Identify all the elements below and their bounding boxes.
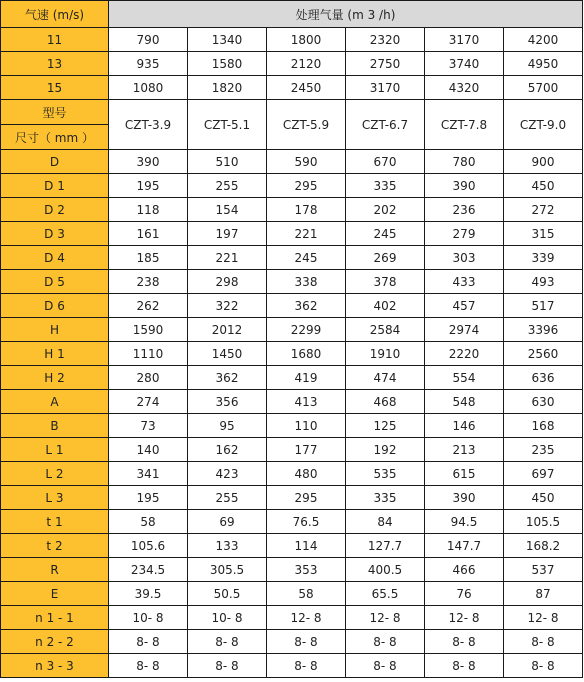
dimension-cell: 177 [267, 438, 346, 462]
dimension-label: D 2 [1, 198, 109, 222]
dimension-cell: 2974 [425, 318, 504, 342]
dimension-cell: 221 [188, 246, 267, 270]
dimension-cell: 8- 8 [425, 630, 504, 654]
dimension-cell: 362 [267, 294, 346, 318]
dimension-cell: 255 [188, 486, 267, 510]
dimension-cell: 390 [109, 150, 188, 174]
dimension-cell: 8- 8 [188, 630, 267, 654]
flow-cell: 3170 [425, 28, 504, 52]
dimension-cell: 162 [188, 438, 267, 462]
dimension-label: n 2 - 2 [1, 630, 109, 654]
flow-cell: 3170 [346, 76, 425, 100]
dimension-cell: 87 [504, 582, 583, 606]
dimension-cell: 356 [188, 390, 267, 414]
flow-cell: 2320 [346, 28, 425, 52]
flow-cell: 2450 [267, 76, 346, 100]
dimension-cell: 65.5 [346, 582, 425, 606]
dimension-cell: 10- 8 [109, 606, 188, 630]
dimension-cell: 10- 8 [188, 606, 267, 630]
dimension-cell: 238 [109, 270, 188, 294]
dimension-cell: 185 [109, 246, 188, 270]
dimension-row [1, 582, 583, 606]
dimension-cell: 315 [504, 222, 583, 246]
dimension-cell: 390 [425, 174, 504, 198]
dimension-cell: 73 [109, 414, 188, 438]
flow-cell: 1800 [267, 28, 346, 52]
gas-flow-header: 处理气量 (m 3 /h) [109, 1, 583, 28]
dimension-cell: 12- 8 [425, 606, 504, 630]
flow-cell: 4200 [504, 28, 583, 52]
dimension-row [1, 342, 583, 366]
dimension-row [1, 318, 583, 342]
dimension-cell: 195 [109, 486, 188, 510]
dimension-cell: 537 [504, 558, 583, 582]
speed-label: 13 [1, 52, 109, 76]
dimension-cell: 1590 [109, 318, 188, 342]
dimension-cell: 95 [188, 414, 267, 438]
dimension-cell: 510 [188, 150, 267, 174]
dimension-cell: 8- 8 [109, 654, 188, 678]
model-name: CZT-5.9 [267, 100, 346, 150]
dimension-cell: 269 [346, 246, 425, 270]
dimension-cell: 105.6 [109, 534, 188, 558]
dimension-row [1, 510, 583, 534]
dimension-cell: 1680 [267, 342, 346, 366]
dimension-label: D [1, 150, 109, 174]
dimension-cell: 517 [504, 294, 583, 318]
flow-cell: 2750 [346, 52, 425, 76]
dimension-cell: 69 [188, 510, 267, 534]
dimension-cell: 339 [504, 246, 583, 270]
dimension-cell: 221 [267, 222, 346, 246]
dimension-cell: 466 [425, 558, 504, 582]
dimension-cell: 50.5 [188, 582, 267, 606]
dimension-cell: 468 [346, 390, 425, 414]
gas-speed-header: 气速 (m/s) [1, 1, 109, 28]
dimension-cell: 353 [267, 558, 346, 582]
dimension-cell: 114 [267, 534, 346, 558]
flow-cell: 1340 [188, 28, 267, 52]
dimension-cell: 322 [188, 294, 267, 318]
flow-cell: 790 [109, 28, 188, 52]
dimension-cell: 280 [109, 366, 188, 390]
dimension-cell: 474 [346, 366, 425, 390]
dimension-cell: 168.2 [504, 534, 583, 558]
dimension-label: t 1 [1, 510, 109, 534]
dimension-row [1, 606, 583, 630]
dimension-cell: 535 [346, 462, 425, 486]
flow-cell: 3740 [425, 52, 504, 76]
dimension-cell: 110 [267, 414, 346, 438]
dimension-cell: 168 [504, 414, 583, 438]
dimension-label: L 3 [1, 486, 109, 510]
dimension-cell: 178 [267, 198, 346, 222]
dimension-cell: 236 [425, 198, 504, 222]
dimension-label: n 1 - 1 [1, 606, 109, 630]
dimension-row [1, 462, 583, 486]
flow-cell: 1080 [109, 76, 188, 100]
dimension-row [1, 558, 583, 582]
header-row [1, 1, 583, 28]
dimension-cell: 636 [504, 366, 583, 390]
dimension-cell: 338 [267, 270, 346, 294]
dimension-cell: 76 [425, 582, 504, 606]
model-name: CZT-9.0 [504, 100, 583, 150]
dimension-row [1, 270, 583, 294]
dimension-cell: 105.5 [504, 510, 583, 534]
dimension-cell: 2584 [346, 318, 425, 342]
dimension-cell: 303 [425, 246, 504, 270]
speed-row [1, 76, 583, 100]
dimension-row [1, 486, 583, 510]
dimension-cell: 305.5 [188, 558, 267, 582]
dimension-label: D 4 [1, 246, 109, 270]
model-name: CZT-5.1 [188, 100, 267, 150]
dimension-cell: 272 [504, 198, 583, 222]
dimension-cell: 493 [504, 270, 583, 294]
dimension-cell: 197 [188, 222, 267, 246]
dimension-cell: 402 [346, 294, 425, 318]
dimension-cell: 234.5 [109, 558, 188, 582]
flow-cell: 1820 [188, 76, 267, 100]
flow-cell: 935 [109, 52, 188, 76]
dimension-cell: 8- 8 [425, 654, 504, 678]
dimension-cell: 900 [504, 150, 583, 174]
dimension-cell: 133 [188, 534, 267, 558]
dimension-cell: 147.7 [425, 534, 504, 558]
dimension-cell: 279 [425, 222, 504, 246]
dimension-cell: 192 [346, 438, 425, 462]
dimension-cell: 2560 [504, 342, 583, 366]
dimension-cell: 400.5 [346, 558, 425, 582]
dimension-cell: 58 [109, 510, 188, 534]
dimension-cell: 125 [346, 414, 425, 438]
type-label: 型号 [1, 100, 109, 125]
dimension-label: A [1, 390, 109, 414]
dimension-cell: 127.7 [346, 534, 425, 558]
dimension-row [1, 414, 583, 438]
dimension-cell: 2299 [267, 318, 346, 342]
dimension-cell: 140 [109, 438, 188, 462]
model-name: CZT-3.9 [109, 100, 188, 150]
flow-cell: 2120 [267, 52, 346, 76]
dimension-row [1, 150, 583, 174]
dimension-cell: 8- 8 [109, 630, 188, 654]
dimension-cell: 213 [425, 438, 504, 462]
dimension-cell: 780 [425, 150, 504, 174]
model-header-row [1, 100, 583, 125]
flow-cell: 5700 [504, 76, 583, 100]
dimension-label: B [1, 414, 109, 438]
dimension-cell: 341 [109, 462, 188, 486]
dimension-cell: 161 [109, 222, 188, 246]
dimension-cell: 8- 8 [267, 654, 346, 678]
dimension-cell: 12- 8 [267, 606, 346, 630]
dimension-cell: 2012 [188, 318, 267, 342]
dimension-cell: 12- 8 [504, 606, 583, 630]
dimension-label: t 2 [1, 534, 109, 558]
dimension-cell: 450 [504, 486, 583, 510]
dimension-row [1, 246, 583, 270]
dimension-label: n 3 - 3 [1, 654, 109, 678]
dimension-row [1, 222, 583, 246]
dimension-cell: 554 [425, 366, 504, 390]
dimension-cell: 450 [504, 174, 583, 198]
dimension-row [1, 174, 583, 198]
speed-row [1, 28, 583, 52]
dimension-cell: 12- 8 [346, 606, 425, 630]
dimension-cell: 195 [109, 174, 188, 198]
dimension-cell: 3396 [504, 318, 583, 342]
dimension-cell: 423 [188, 462, 267, 486]
dimension-cell: 8- 8 [188, 654, 267, 678]
dimension-cell: 235 [504, 438, 583, 462]
dimension-cell: 433 [425, 270, 504, 294]
dimension-row [1, 366, 583, 390]
dimension-cell: 84 [346, 510, 425, 534]
dimension-cell: 548 [425, 390, 504, 414]
dimension-cell: 697 [504, 462, 583, 486]
dimension-cell: 630 [504, 390, 583, 414]
dimension-cell: 378 [346, 270, 425, 294]
dimension-row [1, 390, 583, 414]
dimension-cell: 1110 [109, 342, 188, 366]
dimension-cell: 255 [188, 174, 267, 198]
dimension-cell: 1910 [346, 342, 425, 366]
dimension-cell: 76.5 [267, 510, 346, 534]
dimension-row [1, 630, 583, 654]
dimension-label: D 6 [1, 294, 109, 318]
dimension-cell: 298 [188, 270, 267, 294]
dimension-label: H 1 [1, 342, 109, 366]
dimension-cell: 390 [425, 486, 504, 510]
dimension-cell: 8- 8 [267, 630, 346, 654]
dimension-cell: 2220 [425, 342, 504, 366]
dimension-cell: 146 [425, 414, 504, 438]
speed-label: 11 [1, 28, 109, 52]
flow-cell: 4950 [504, 52, 583, 76]
size-label: 尺寸（ mm ） [1, 125, 109, 150]
dimension-row [1, 534, 583, 558]
dimension-cell: 295 [267, 174, 346, 198]
dimension-label: L 1 [1, 438, 109, 462]
dimension-label: R [1, 558, 109, 582]
dimension-row [1, 294, 583, 318]
flow-cell: 4320 [425, 76, 504, 100]
dimension-cell: 8- 8 [346, 654, 425, 678]
dimension-cell: 413 [267, 390, 346, 414]
dimension-row [1, 654, 583, 678]
dimension-cell: 480 [267, 462, 346, 486]
dimension-cell: 335 [346, 486, 425, 510]
dimension-cell: 245 [267, 246, 346, 270]
flow-cell: 1580 [188, 52, 267, 76]
dimension-cell: 8- 8 [504, 630, 583, 654]
dimension-row [1, 438, 583, 462]
model-name: CZT-7.8 [425, 100, 504, 150]
speed-row [1, 52, 583, 76]
dimension-cell: 590 [267, 150, 346, 174]
dimension-label: D 1 [1, 174, 109, 198]
dimension-cell: 8- 8 [346, 630, 425, 654]
dimension-cell: 419 [267, 366, 346, 390]
dimension-cell: 39.5 [109, 582, 188, 606]
dimension-cell: 245 [346, 222, 425, 246]
dimension-label: L 2 [1, 462, 109, 486]
dimension-label: E [1, 582, 109, 606]
dimension-cell: 1450 [188, 342, 267, 366]
dimension-cell: 362 [188, 366, 267, 390]
dimension-label: D 5 [1, 270, 109, 294]
dimension-cell: 274 [109, 390, 188, 414]
dimension-label: D 3 [1, 222, 109, 246]
dimension-label: H 2 [1, 366, 109, 390]
speed-label: 15 [1, 76, 109, 100]
dimension-cell: 94.5 [425, 510, 504, 534]
dimension-cell: 457 [425, 294, 504, 318]
dimension-cell: 670 [346, 150, 425, 174]
model-name: CZT-6.7 [346, 100, 425, 150]
dimension-cell: 58 [267, 582, 346, 606]
dimension-label: H [1, 318, 109, 342]
dimension-cell: 8- 8 [504, 654, 583, 678]
dimension-cell: 118 [109, 198, 188, 222]
dimension-cell: 295 [267, 486, 346, 510]
dimension-cell: 335 [346, 174, 425, 198]
dimension-cell: 262 [109, 294, 188, 318]
dimension-cell: 615 [425, 462, 504, 486]
dimension-cell: 202 [346, 198, 425, 222]
dimension-row [1, 198, 583, 222]
dimension-cell: 154 [188, 198, 267, 222]
